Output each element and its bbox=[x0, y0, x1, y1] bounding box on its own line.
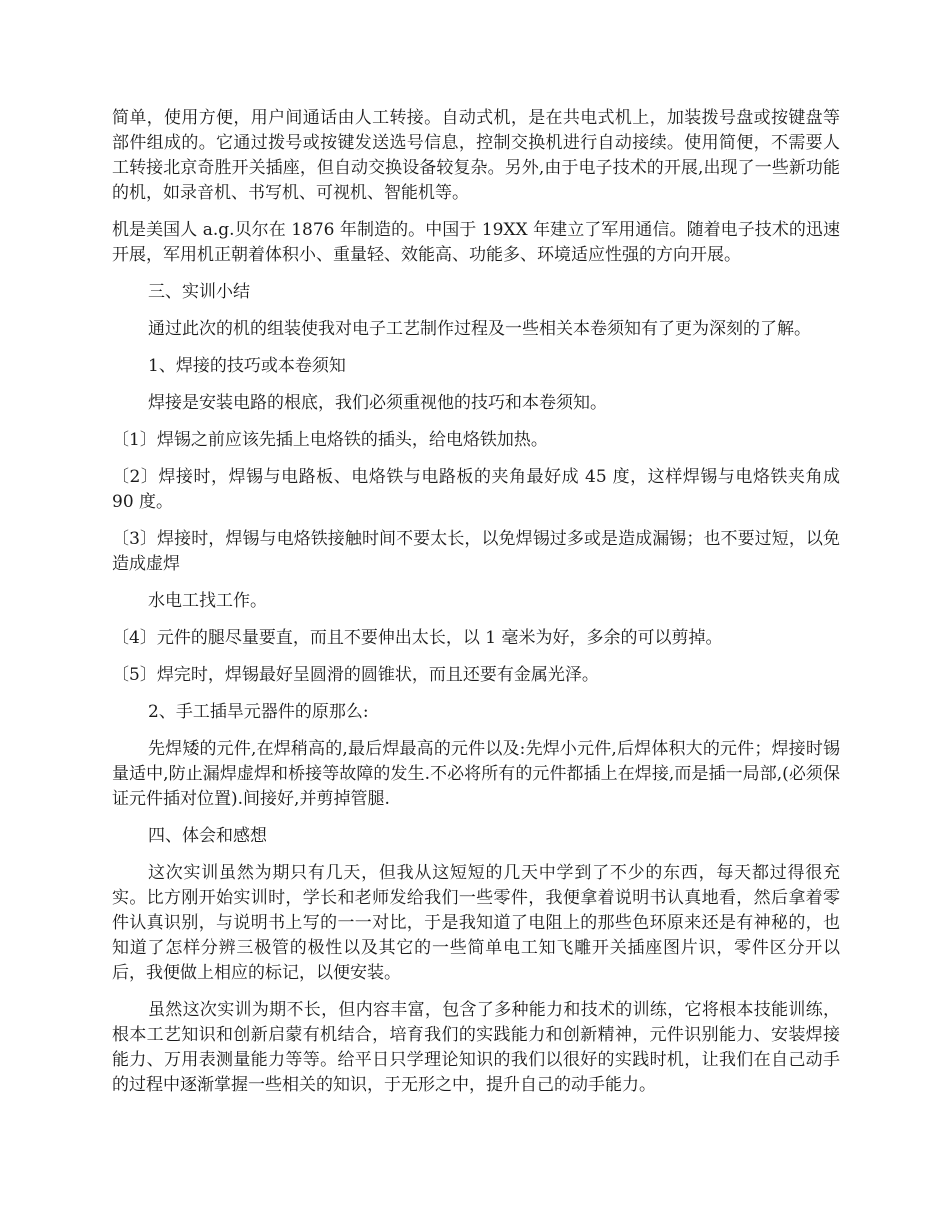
list-item-step-4: 〔4〕元件的腿尽量要直，而且不要伸出太长，以 1 毫米为好，多余的可以剪掉。 bbox=[112, 628, 723, 648]
paragraph-inserted-text: 水电工找工作。 bbox=[148, 591, 267, 611]
list-item-step-1: 〔1〕焊锡之前应该先插上电烙铁的插头，给电烙铁加热。 bbox=[112, 430, 548, 450]
list-item-step-2: 〔2〕焊接时，焊锡与电路板、电烙铁与电路板的夹角最好成 45 度，这样焊锡与电烙铁夹角成 90 度。 bbox=[112, 467, 840, 512]
paragraph-reflection-2: 虽然这次实训为期不长，但内容丰富，包含了多种能力和技术的训练，它将根本技能训练，根本工艺知识和创新启蒙有机结合，培育我们的实践能力和创新精神，元件识别能力、安装焊接能力、万用表测量能力等等。给平日只学理论知识的我们以很好的实践时机，让我们在自己动手的过程中逐渐掌握一些相关的知识，于无形之中，提升自己的动手能力。 bbox=[112, 1000, 840, 1095]
subheading-soldering-tips: 1、焊接的技巧或本卷须知 bbox=[148, 356, 346, 376]
section-heading-reflections: 四、体会和感想 bbox=[148, 826, 267, 846]
list-item-step-5: 〔5〕焊完时，焊锡最好呈圆滑的圆锥状，而且还要有金属光泽。 bbox=[112, 665, 599, 685]
list-item-step-3: 〔3〕焊接时，焊锡与电烙铁接触时间不要太长，以免焊锡过多或是造成漏锡；也不要过短，以免造成虚焊 bbox=[112, 529, 840, 574]
paragraph-telephone-types: 简单，使用方便，用户间通话由人工转接。自动式机，是在共电式机上，加装拨号盘或按键盘等部件组成的。它通过拨号或按键发送选号信息，控制交换机进行自动接续。使用简便，不需要人工转接北京奇胜开关插座，但自动交换设备较复杂。另外,由于电子技术的开展,出现了一些新功能的机，如录音机、书写机、可视机、智能机等。 bbox=[112, 108, 840, 203]
section-heading-training-summary: 三、实训小结 bbox=[148, 282, 250, 302]
paragraph-reflection-1: 这次实训虽然为期只有几天，但我从这短短的几天中学到了不少的东西，每天都过得很充实。比方刚开始实训时，学长和老师发给我们一些零件，我便拿着说明书认真地看，然后拿着零件认真识别，与说明书上写的一一对比，于是我知道了电阻上的那些色环原来还是有神秘的，也知道了怎样分辨三极管的极性以及其它的一些简单电工知飞雕开关插座图片识，零件区分开以后，我便做上相应的标记，以便安装。 bbox=[112, 863, 840, 983]
document-body bbox=[112, 106, 840, 1110]
paragraph-telephone-history: 机是美国人 a.g.贝尔在 1876 年制造的。中国于 19XX 年建立了军用通信。随着电子技术的迅速开展，军用机正朝着体积小、重量轻、效能高、功能多、环境适应性强的方向开展。 bbox=[112, 220, 840, 265]
paragraph-summary-intro: 通过此次的机的组装使我对电子工艺制作过程及一些相关本卷须知有了更为深刻的了解。 bbox=[148, 319, 811, 339]
paragraph-soldering-order: 先焊矮的元件,在焊稍高的,最后焊最高的元件以及:先焊小元件,后焊体积大的元件；焊接时锡量适中,防止漏焊虚焊和桥接等故障的发生.不必将所有的元件都插上在焊接,而是插一局部,(必须保证元件插对位置).间接好,并剪掉管腿. bbox=[112, 739, 840, 809]
paragraph-soldering-basics: 焊接是安装电路的根底，我们必须重视他的技巧和本卷须知。 bbox=[148, 393, 607, 413]
subheading-manual-soldering-principles: 2、手工插旱元器件的原那么: bbox=[148, 702, 369, 722]
